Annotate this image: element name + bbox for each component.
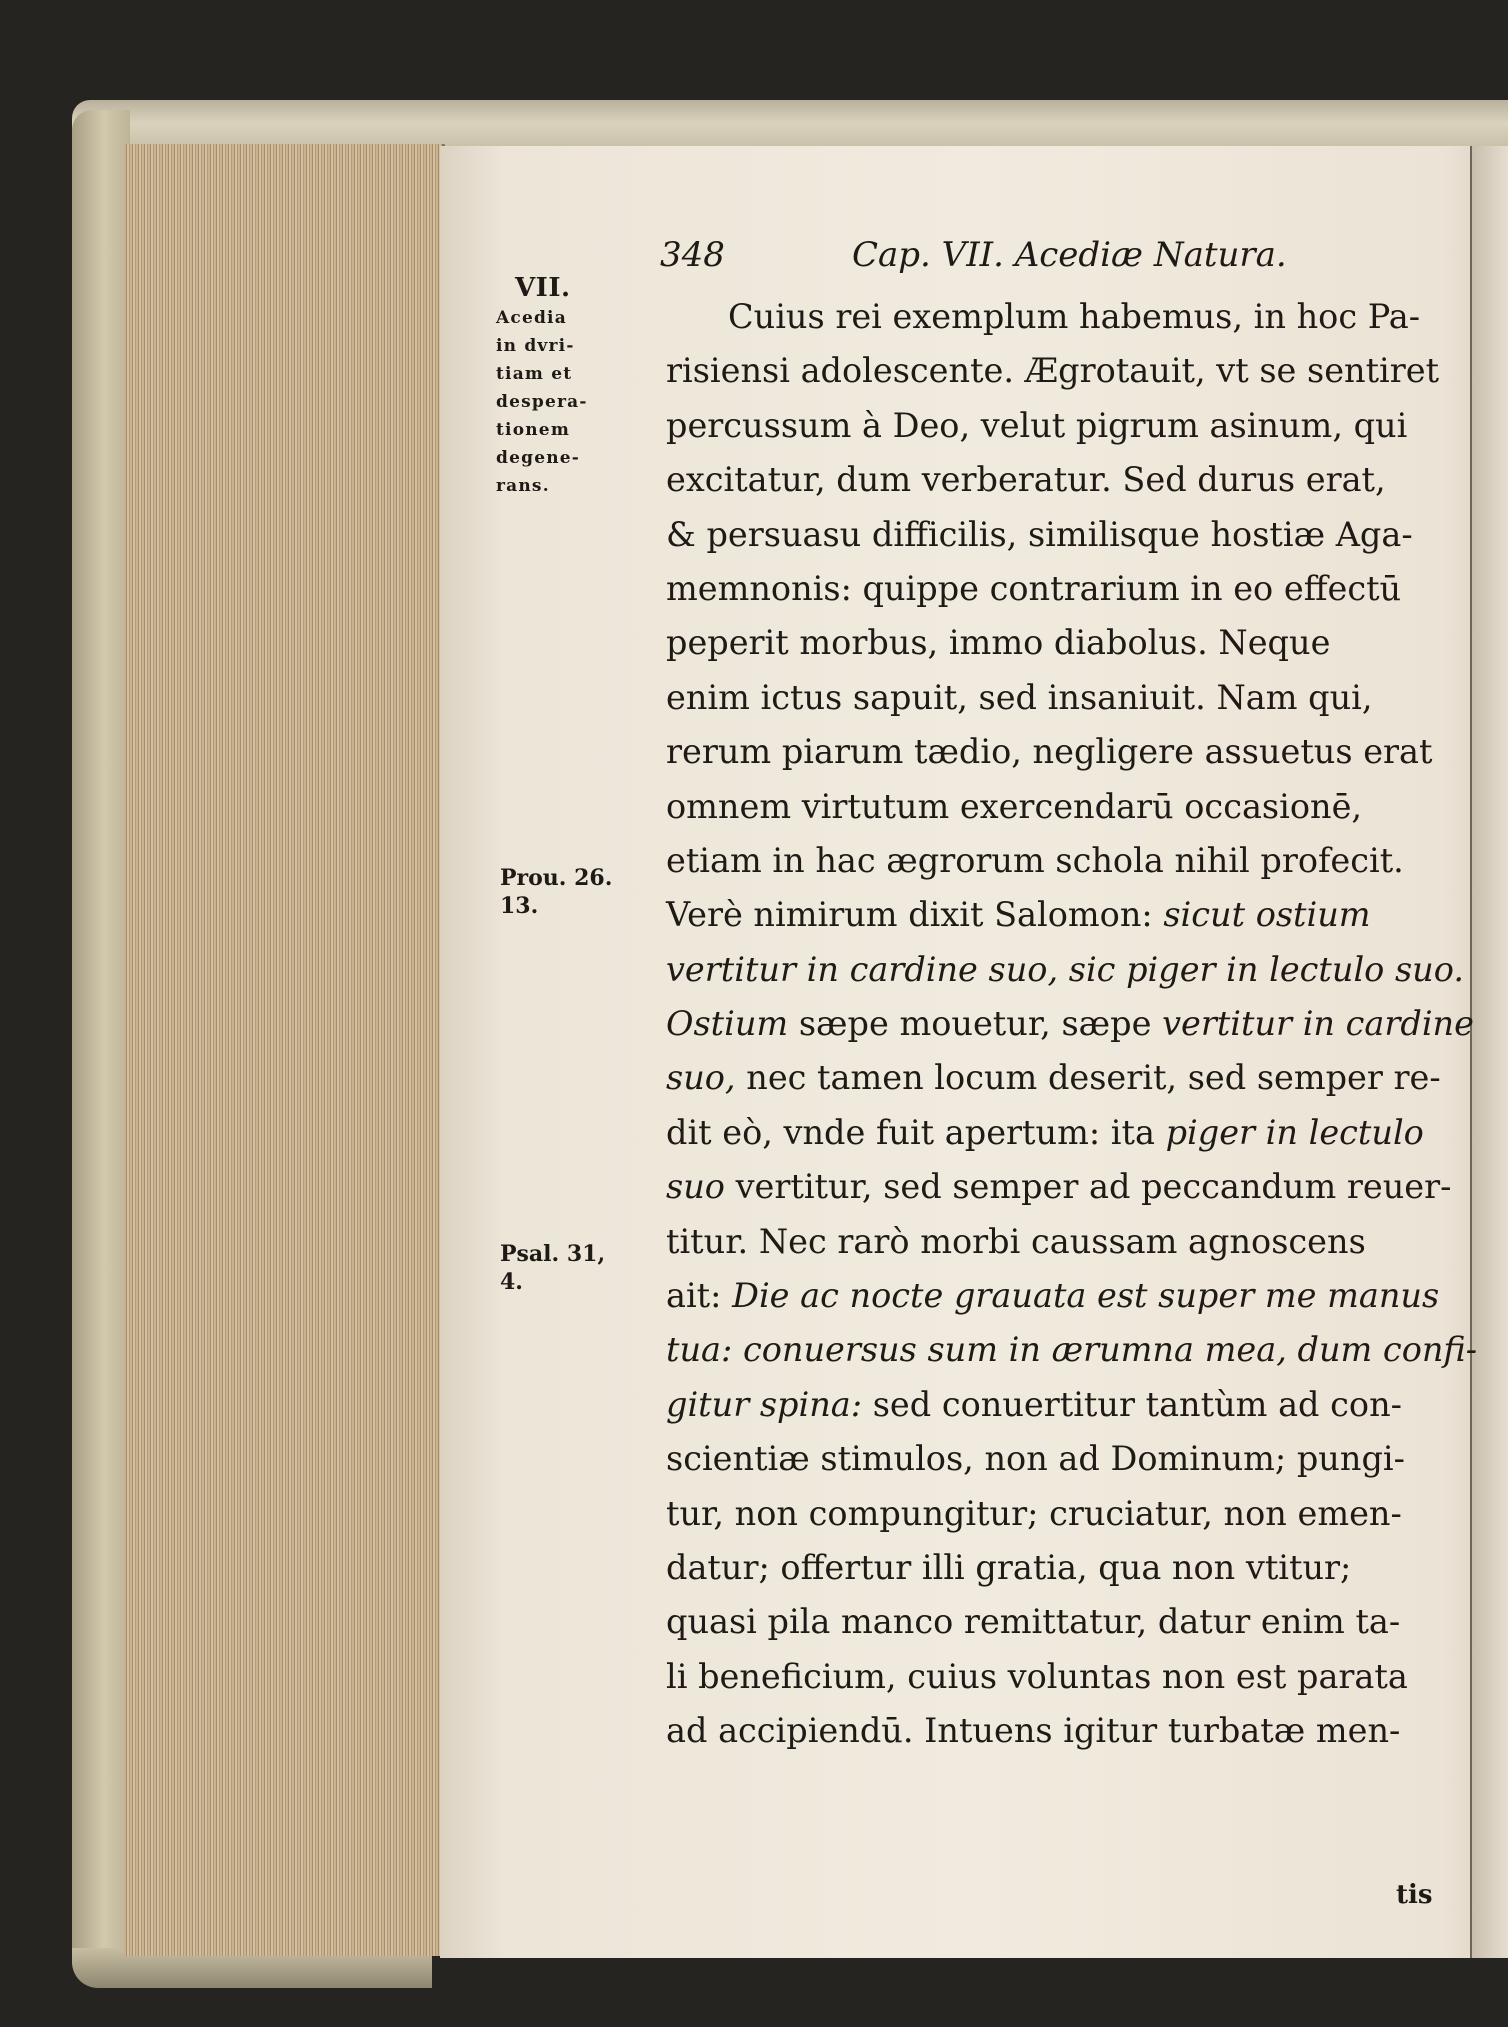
text-line: li beneficium, cuius voluntas non est parata (666, 1656, 1408, 1696)
margin-ref-line: 4. (500, 1269, 523, 1295)
margin-section: VII. (515, 273, 571, 303)
next-page-edge (1470, 146, 1508, 1958)
text-line: quasi pila manco remittatur, datur enim ta- (666, 1602, 1401, 1642)
text-line: ait: Die ac nocte grauata est super me manus (666, 1276, 1440, 1316)
text-line: tua: conuersus sum in ærumna mea, dum confi- (666, 1330, 1478, 1370)
text-line: peperit morbus, immo diabolus. Neque (666, 623, 1331, 663)
text-line: tur, non compungitur; cruciatur, non emen- (666, 1493, 1402, 1533)
text-line: gitur spina: sed conuertitur tantùm ad con- (666, 1384, 1402, 1424)
vellum-cover-spine (72, 110, 130, 1980)
text-line: excitatur, dum verberatur. Sed durus erat, (666, 460, 1386, 500)
margin-ref-line: 13. (500, 893, 539, 919)
text-line: Ostium sæpe mouetur, sæpe vertitur in cardine (666, 1004, 1474, 1044)
text-line: scientiæ stimulos, non ad Dominum; pungi- (666, 1439, 1405, 1479)
text-line: titur. Nec rarò morbi caussam agnoscens (666, 1221, 1366, 1261)
margin-reference-proverbs (500, 864, 612, 920)
margin-line: rans. (496, 476, 550, 496)
margin-reference-psalm (500, 1240, 605, 1296)
text-line: & persuasu difficilis, similisque hostiæ Aga- (666, 514, 1413, 554)
text-line: datur; offertur illi gratia, qua non vtitur; (666, 1547, 1352, 1587)
text-line: risiensi adolescente. Ægrotauit, vt se sentiret (666, 351, 1440, 391)
margin-line: despera- (496, 392, 588, 412)
text-line: dit eò, vnde fuit apertum: ita piger in lectulo (666, 1112, 1424, 1152)
margin-ref-line: Psal. 31, (500, 1241, 606, 1267)
text-line: rerum piarum tædio, negligere assuetus erat (666, 732, 1433, 772)
margin-line: degene- (496, 448, 581, 468)
text-line: Verè nimirum dixit Salomon: sicut ostium (666, 895, 1371, 935)
page-number: 348 (660, 235, 725, 275)
text-line: omnem virtutum exercendarū occasionē, (666, 786, 1363, 826)
text-line: percussum à Deo, velut pigrum asinum, qui (666, 405, 1408, 445)
text-line: enim ictus sapuit, sed insaniuit. Nam qui, (666, 677, 1373, 717)
page-header (660, 235, 1360, 279)
margin-line: Acedia (496, 308, 567, 328)
margin-line: in dvri- (496, 336, 575, 356)
page-edges (124, 144, 445, 1956)
margin-line: tionem (496, 420, 571, 440)
margin-ref-line: Prou. 26. (500, 865, 613, 891)
running-head: Cap. VII. Acediæ Natura. (852, 235, 1287, 275)
text-line: etiam in hac ægrorum schola nihil profecit. (666, 840, 1404, 880)
text-line: suo vertitur, sed semper ad peccandum reuer- (666, 1167, 1452, 1207)
text-line: ad accipiendū. Intuens igitur turbatæ men- (666, 1711, 1401, 1751)
text-line: memnonis: quippe contrarium in eo effectū (666, 568, 1402, 608)
margin-note (496, 304, 588, 500)
text-line: Cuius rei exemplum habemus, in hoc Pa- (728, 297, 1421, 336)
margin-line: tiam et (496, 364, 573, 384)
margin-section-number (515, 274, 571, 302)
text-line: vertitur in cardine suo, sic piger in lectulo suo. (666, 949, 1464, 989)
text-line: suo, nec tamen locum deserit, sed semper re- (666, 1058, 1441, 1098)
body-text (666, 290, 1478, 1759)
catchword: tis (1396, 1880, 1433, 1910)
